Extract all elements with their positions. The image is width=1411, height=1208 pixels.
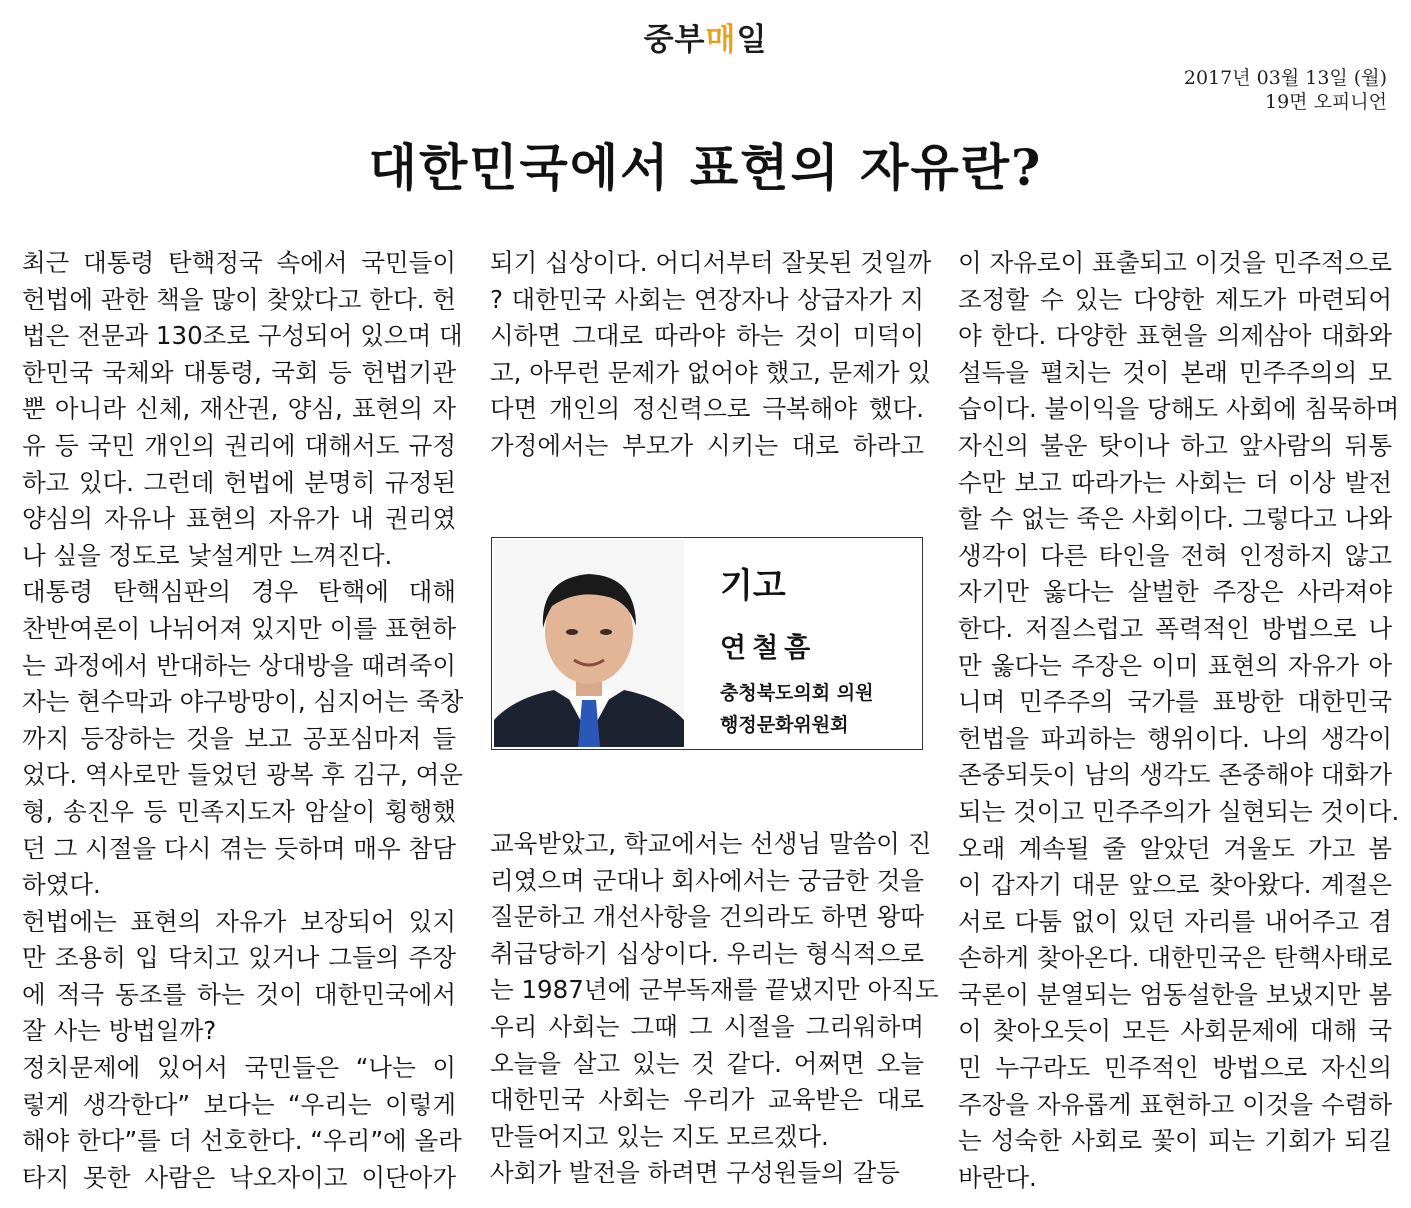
article-line: 생각이 다른 타인을 전혀 인정하지 않고 (958, 540, 1392, 570)
article-line: 리였으며 군대나 회사에서는 궁금한 것을 (490, 865, 924, 895)
article-line: 는 과정에서 반대하는 상대방을 때려죽이 (22, 650, 456, 680)
article-line: 수만 보고 따라가는 사회는 더 이상 발전 (958, 467, 1392, 497)
author-role-1: 충청북도의회 의원 (720, 682, 874, 704)
article-line: 서로 다툼 없이 있던 자리를 내어주고 겸 (958, 906, 1392, 936)
dateline (1184, 66, 1387, 114)
article-column-1 (22, 245, 464, 1196)
article-line: 하고 있다. 그런데 헌법에 분명히 규정된 (22, 467, 456, 497)
article-line: 사회가 발전을 하려면 구성원들의 갈등 (490, 1158, 900, 1188)
article-line: 가정에서는 부모가 시키는 대로 하라고 (490, 430, 924, 460)
author-role-2: 행정문화위원회 (720, 714, 849, 736)
article-line: 정치문제에 있어서 국민들은 “나는 이 (22, 1053, 456, 1083)
article-line: 헌법에는 표현의 자유가 보장되어 있지 (22, 906, 456, 936)
article-line: 해야 한다”를 더 선호한다. “우리”에 올라 (22, 1126, 462, 1156)
contributor-box (491, 537, 923, 750)
article-line: 손하게 찾아온다. 대한민국은 탄핵사태로 (958, 943, 1392, 973)
article-line: 한다. 저질스럽고 폭력적인 방법으로 나 (958, 613, 1392, 643)
article-line: 법은 전문과 130조로 구성되어 있으며 대 (22, 321, 463, 351)
article-line: 설득을 펼치는 것이 본래 민주주의의 모 (958, 357, 1392, 387)
article-line: 헌법을 파괴하는 행위이다. 나의 생각이 (958, 723, 1392, 753)
article-line: 최근 대통령 탄핵정국 속에서 국민들이 (22, 248, 456, 277)
article-line: 민 누구라도 민주적인 방법으로 자신의 (958, 1053, 1392, 1083)
article-line: 자기만 옳다는 살벌한 주장은 사라져야 (958, 577, 1392, 607)
masthead-text-1: 중부 (643, 22, 706, 58)
article-line: 렇게 생각한다” 보다는 “우리는 이렇게 (22, 1089, 456, 1119)
newspaper-masthead (0, 14, 1411, 59)
article-line: 던 그 시절을 다시 겪는 듯하며 매우 참담 (22, 833, 456, 863)
article-line: 잘 사는 방법일까? (22, 1016, 217, 1046)
article-line: 뿐 아니라 신체, 재산권, 양심, 표현의 자 (22, 394, 456, 424)
portrait-photo-icon (494, 540, 684, 747)
article-line: 만들어지고 있는 지도 모르겠다. (490, 1121, 829, 1151)
article-line: 양심의 자유나 표현의 자유가 내 권리였 (22, 504, 456, 534)
article-line: 하였다. (22, 870, 101, 900)
article-line: 오래 계속될 줄 알았던 겨울도 가고 봄 (958, 833, 1392, 863)
article-line: ? 대한민국 사회는 연장자나 상급자가 지 (490, 284, 924, 314)
article-line: 되기 십상이다. 어디서부터 잘못된 것일까 (490, 248, 932, 277)
article-line: 질문하고 개선사항을 건의라도 하면 왕따 (490, 902, 924, 932)
article-line: 조정할 수 있는 다양한 제도가 마련되어 (958, 284, 1392, 314)
article-line: 다면 개인의 정신력으로 극복해야 했다. (490, 394, 924, 424)
article-line: 야 한다. 다양한 표현을 의제삼아 대화와 (958, 321, 1392, 351)
article-line: 유 등 국민 개인의 권리에 대해서도 규정 (22, 430, 456, 460)
article-line: 이 찾아오듯이 모든 사회문제에 대해 국 (958, 1016, 1392, 1046)
article-line: 고, 아무런 문제가 없어야 했고, 문제가 있 (490, 357, 931, 387)
article-line: 할 수 없는 죽은 사회이다. 그렇다고 나와 (958, 504, 1392, 534)
article-line: 취급당하기 십상이다. 우리는 형식적으로 (490, 938, 924, 968)
article-line: 오늘을 살고 있는 것 같다. 어쩌면 오늘 (490, 1048, 924, 1078)
article-line: 습이다. 불이익을 당해도 사회에 침묵하며 (958, 394, 1400, 424)
article-line: 되는 것이고 민주주의가 실현되는 것이다. (958, 796, 1400, 826)
masthead-accent: 매 (705, 22, 737, 58)
article-line: 이 갑자기 대문 앞으로 찾아왔다. 계절은 (958, 870, 1392, 900)
article-line: 에 적극 동조를 하는 것이 대한민국에서 (22, 979, 456, 1009)
article-line: 자신의 불운 탓이나 하고 앞사람의 뒤통 (958, 430, 1392, 460)
article-line: 한민국 국체와 대통령, 국회 등 헌법기관 (22, 357, 456, 387)
article-line: 는 성숙한 사회로 꽃이 피는 기회가 되길 (958, 1126, 1392, 1156)
article-line: 형, 송진우 등 민족지도자 암살이 횡행했 (22, 796, 456, 826)
article-line: 주장을 자유롭게 표현하고 이것을 수렴하 (958, 1089, 1392, 1119)
masthead-text-2: 일 (736, 22, 768, 58)
article-line: 까지 등장하는 것을 보고 공포심마저 들 (22, 723, 456, 753)
article-line: 바란다. (958, 1162, 1037, 1192)
author-name: 연철흠 (720, 633, 817, 664)
page-section: 19면 오피니언 (1265, 91, 1387, 113)
article-line: 존중되듯이 남의 생각도 존중해야 대화가 (958, 760, 1392, 790)
article-line: 나 싶을 정도로 낯설게만 느껴진다. (22, 540, 393, 570)
article-line: 니며 민주주의 국가를 표방한 대한민국 (958, 687, 1392, 717)
publication-date: 2017년 03월 13일 (월) (1183, 67, 1387, 89)
article-line: 우리 사회는 그때 그 시절을 그리워하며 (490, 1011, 924, 1041)
article-line: 타지 못한 사람은 낙오자이고 이단아가 (22, 1162, 456, 1192)
article-line: 자는 현수막과 야구방망이, 심지어는 죽창 (22, 687, 464, 717)
column-type-label: 기고 (720, 566, 786, 606)
article-line: 는 1987년에 군부독재를 끝냈지만 아직도 (490, 975, 939, 1005)
article-column-3 (958, 245, 1400, 1196)
article-line: 이 자유로이 표출되고 이것을 민주적으로 (958, 248, 1392, 277)
article-line: 었다. 역사로만 들었던 광복 후 김구, 여운 (22, 760, 463, 790)
article-line: 헌법에 관한 책을 많이 찾았다고 한다. 헌 (22, 284, 456, 314)
article-line: 만 옳다는 주장은 이미 표현의 자유가 아 (958, 650, 1392, 680)
article-line: 교육받았고, 학교에서는 선생님 말씀이 진 (490, 829, 932, 858)
article-headline: 대한민국에서 표현의 자유란? (368, 138, 1043, 197)
article-column-2-top (490, 245, 932, 465)
article-line: 만 조용히 입 닥치고 있거나 그들의 주장 (22, 943, 456, 973)
article-line: 국론이 분열되는 엄동설한을 보냈지만 봄 (958, 979, 1392, 1009)
article-line: 찬반여론이 나뉘어져 있지만 이를 표현하 (22, 613, 456, 643)
article-line: 시하면 그대로 따라야 하는 것이 미덕이 (490, 321, 924, 351)
article-line: 대한민국 사회는 우리가 교육받은 대로 (490, 1085, 924, 1115)
article-line: 대통령 탄핵심판의 경우 탄핵에 대해 (22, 577, 456, 607)
article-column-2-bottom (490, 826, 939, 1192)
